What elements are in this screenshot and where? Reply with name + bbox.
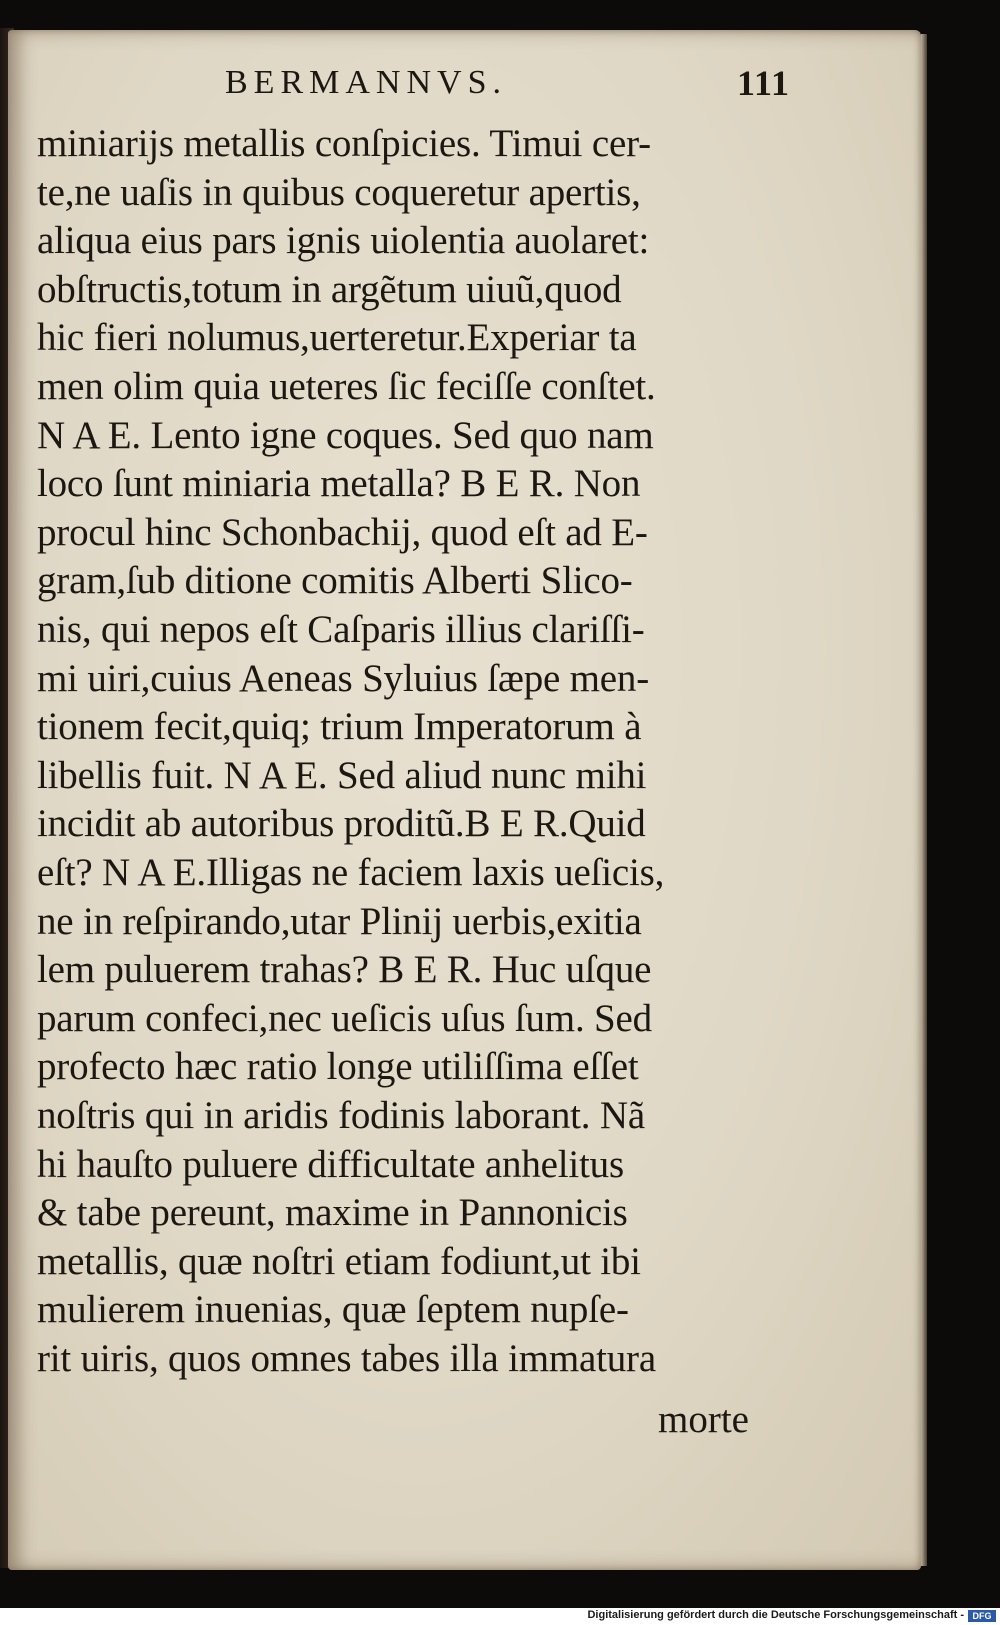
text-line: incidit ab autoribus proditũ.B E R.Quid bbox=[37, 802, 646, 845]
page-number: 111 bbox=[737, 63, 791, 103]
text-line: miniarijs metallis conſpicies. Timui cer- bbox=[37, 122, 651, 165]
text-line: ne in reſpirando,utar Plinij uerbis,exitia bbox=[37, 900, 642, 943]
text-line: loco ſunt miniaria metalla? B E R. Non bbox=[37, 462, 641, 505]
text-line: eſt? N A E.Illigas ne faciem laxis ueſicis, bbox=[37, 851, 665, 894]
text-line: profecto hæc ratio longe utiliſſima eſſet bbox=[37, 1045, 639, 1088]
running-head: BERMANNVS. bbox=[225, 64, 507, 101]
text-line: metallis, quæ noſtri etiam fodiunt,ut ibi bbox=[37, 1240, 641, 1283]
text-line: libellis fuit. N A E. Sed aliud nunc mihi bbox=[37, 754, 647, 797]
dfg-logo: DFG bbox=[968, 1610, 996, 1622]
text-line: N A E. Lento igne coques. Sed quo nam bbox=[37, 414, 654, 457]
text-line: gram,ſub ditione comitis Alberti Slico- bbox=[37, 559, 633, 602]
text-line: & tabe pereunt, maxime in Pannonicis bbox=[37, 1191, 628, 1234]
page-edge bbox=[921, 34, 927, 1566]
text-line: rit uiris, quos omnes tabes illa immatura bbox=[37, 1337, 656, 1380]
text-line: lem puluerem trahas? B E R. Huc uſque bbox=[37, 948, 652, 991]
text-line: mulierem inuenias, quæ ſeptem nupſe- bbox=[37, 1288, 629, 1331]
text-line: men olim quia ueteres ſic feciſſe conſtet. bbox=[37, 365, 656, 408]
text-line: nis, qui nepos eſt Caſparis illius clariſſi- bbox=[37, 608, 645, 651]
text-line: hi hauſto puluere difficultate anhelitus bbox=[37, 1143, 624, 1186]
text-line: noſtris qui in aridis fodinis laborant. Nã bbox=[37, 1094, 645, 1137]
text-line: hic fieri nolumus,uerteretur.Experiar ta bbox=[37, 316, 637, 359]
text-line: aliqua eius pars ignis uiolentia auolaret: bbox=[37, 219, 650, 262]
text-line: te,ne uaſis in quibus coqueretur apertis, bbox=[37, 171, 641, 214]
text-line: procul hinc Schonbachij, quod eſt ad E- bbox=[37, 511, 648, 554]
text-line: parum confeci,nec ueſicis uſus ſum. Sed bbox=[37, 997, 652, 1040]
text-line: tionem fecit,quiq; trium Imperatorum à bbox=[37, 705, 642, 748]
catchword: morte bbox=[658, 1398, 749, 1441]
digitization-credit: Digitalisierung gefördert durch die Deutsche Forschungsgemeinschaft - bbox=[587, 1609, 964, 1621]
text-line: obſtructis,totum in argẽtum uiuũ,quod bbox=[37, 268, 622, 311]
text-line: mi uiri,cuius Aeneas Syluius ſæpe men- bbox=[37, 657, 650, 700]
